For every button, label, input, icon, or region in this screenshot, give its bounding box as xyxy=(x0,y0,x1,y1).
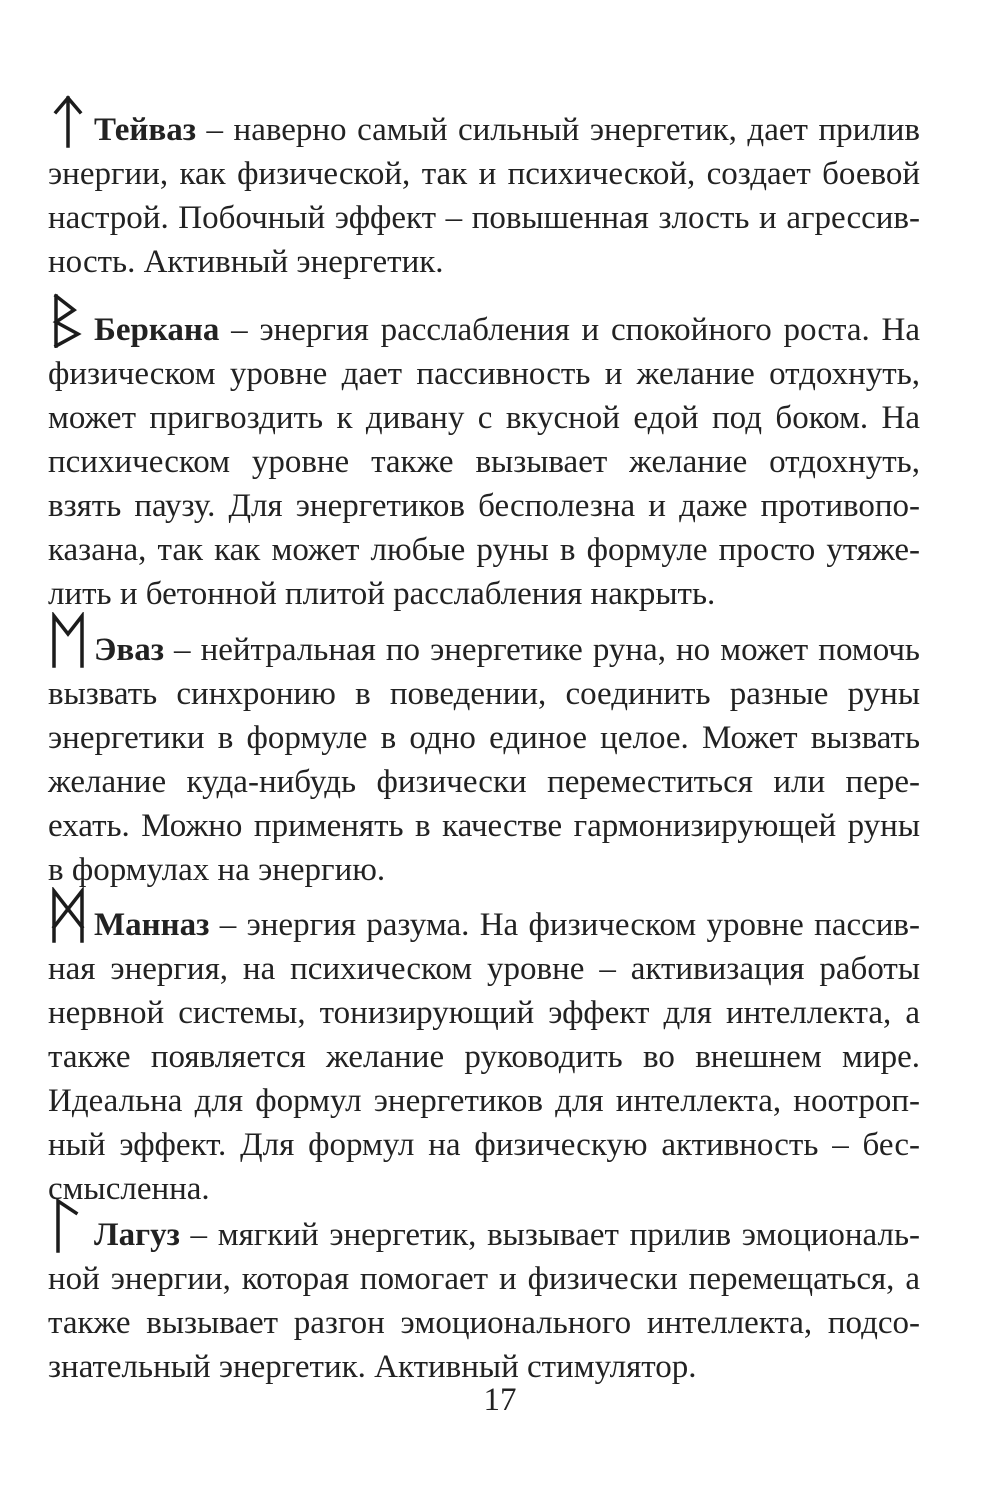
entry-line: в формулах на энергию. xyxy=(48,852,386,888)
entry-text: – нейтральная по энергетике руна, но может помочь xyxy=(163,632,920,668)
entry-line: психическом уровне также вызывает желание отдохнуть, xyxy=(48,444,920,480)
rune-name: Эваз xyxy=(94,632,164,668)
entry-line: смысленна. xyxy=(48,1171,210,1207)
entry-line: физическом уровне дает пассивность и желание отдохнуть, xyxy=(48,356,920,392)
entry-line xyxy=(94,628,920,672)
rune-name: Манназ xyxy=(94,907,210,943)
entry-line: также появляется желание руководить во внешнем мире. xyxy=(48,1039,920,1075)
entry-line: нервной системы, тонизирующий эффект для интеллекта, а xyxy=(48,995,920,1031)
entry-line xyxy=(94,903,920,947)
entry-line: ной энергии, которая помогает и физически перемещаться, а xyxy=(48,1261,920,1297)
entry-line: энергетики в формуле в одно единое целое. Может вызвать xyxy=(48,720,920,756)
teiwaz-rune-icon xyxy=(48,92,88,148)
ehwaz-rune-icon xyxy=(48,612,88,668)
entry-line: казана, так как может любые руны в формуле просто утяже- xyxy=(48,532,920,568)
entry-line: энергии, как физической, так и психической, создает боевой xyxy=(48,156,920,192)
entry-line: ный эффект. Для формул на физическую активность – бес- xyxy=(48,1127,920,1163)
entry-line xyxy=(94,308,920,352)
entry-line xyxy=(94,108,920,152)
entry-text: – мягкий энергетик, вызывает прилив эмоциональ- xyxy=(179,1217,920,1253)
rune-name: Лагуз xyxy=(94,1217,180,1253)
entry-line xyxy=(94,1213,920,1257)
entry-text: – энергия расслабления и спокойного роста. На xyxy=(219,312,920,348)
entry-line: ность. Активный энергетик. xyxy=(48,244,444,280)
rune-name: Тейваз xyxy=(94,112,196,148)
berkana-rune-icon xyxy=(48,292,88,348)
entry-line: вызвать синхронию в поведении, соединить разные руны xyxy=(48,676,920,712)
laguz-rune-icon xyxy=(48,1197,88,1253)
entry-text: – энергия разума. На физическом уровне пассив- xyxy=(209,907,920,943)
entry-line: желание куда-нибудь физически переместиться или пере- xyxy=(48,764,920,800)
entry-line: лить и бетонной плитой расслабления накрыть. xyxy=(48,576,716,612)
page-number: 17 xyxy=(483,1382,517,1418)
entry-line: взять паузу. Для энергетиков бесполезна и даже противопо- xyxy=(48,488,920,524)
entry-line: настрой. Побочный эффект – повышенная злость и агрессив- xyxy=(48,200,920,236)
entry-line: может пригвоздить к дивану с вкусной едой под боком. На xyxy=(48,400,920,436)
entry-text: – наверно самый сильный энергетик, дает прилив xyxy=(196,112,920,148)
entry-line: ехать. Можно применять в качестве гармонизирующей руны xyxy=(48,808,920,844)
entry-line: Идеальна для формул энергетиков для интеллекта, ноотроп- xyxy=(48,1083,920,1119)
mannaz-rune-icon xyxy=(48,887,88,943)
rune-name: Беркана xyxy=(94,312,220,348)
entry-line: ная энергия, на психическом уровне – активизация работы xyxy=(48,951,920,987)
entry-line: также вызывает разгон эмоционального интеллекта, подсо- xyxy=(48,1305,920,1341)
entry-line: знательный энергетик. Активный стимулятор. xyxy=(48,1349,697,1385)
